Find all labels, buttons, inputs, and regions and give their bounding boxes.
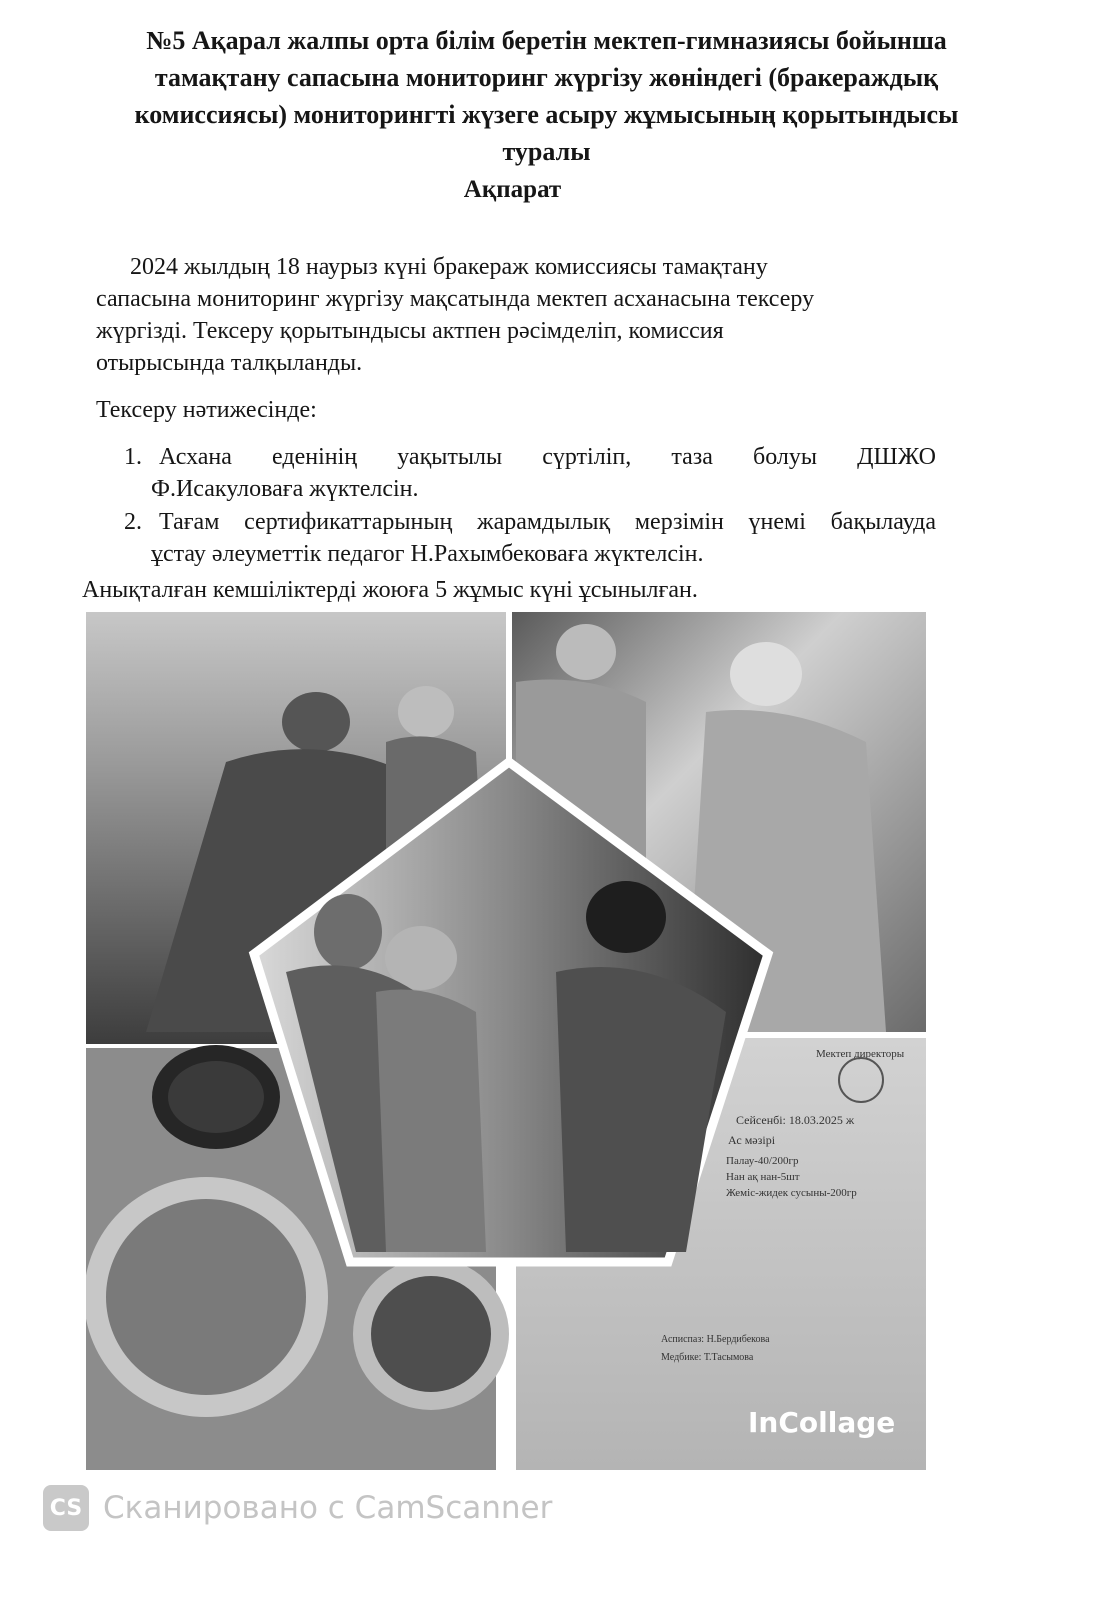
menu-item: Палау-40/200гр bbox=[726, 1155, 799, 1167]
list-item bbox=[124, 506, 936, 570]
paragraph-line: 2024 жылдың 18 наурыз күні бракераж комиссиясы тамақтану bbox=[130, 254, 768, 280]
title-line: комиссиясы) мониторингті жүзеге асыру жұмысының қорытындысы bbox=[134, 100, 959, 129]
camscanner-text: Сканировано с CamScanner bbox=[103, 1490, 553, 1526]
list-text-continued: Ф.Исакуловаға жүктелсін. bbox=[151, 476, 419, 502]
list-number: 1. bbox=[124, 444, 142, 470]
camscanner-logo-icon: CS bbox=[43, 1485, 89, 1531]
paragraph-line: сапасына мониторинг жүргізу мақсатында мектеп асханасына тексеру bbox=[96, 286, 815, 312]
title-line: №5 Ақарал жалпы орта білім беретін мектеп-гимназиясы бойынша bbox=[146, 26, 947, 55]
menu-meal: Ас мәзірі bbox=[728, 1133, 776, 1147]
results-intro: Тексеру нәтижесінде: bbox=[96, 397, 317, 423]
document-subtitle: Ақпарат bbox=[463, 176, 562, 203]
list-number: 2. bbox=[124, 509, 142, 535]
menu-item: Нан ақ нан-5шт bbox=[726, 1171, 800, 1183]
incollage-watermark: InCollage bbox=[748, 1406, 896, 1439]
paragraph-line: отырысында талқыланды. bbox=[96, 350, 363, 376]
title-line: тамақтану сапасына мониторинг жүргізу жөніндегі (бракераждық bbox=[154, 63, 939, 92]
document-title bbox=[80, 22, 1013, 170]
list-text-continued: ұстау әлеуметтік педагог Н.Рахымбековаға жүктелсін. bbox=[151, 541, 704, 567]
menu-signature: Асписпаз: Н.Бердибекова bbox=[661, 1334, 770, 1345]
list-item bbox=[124, 441, 936, 505]
menu-item: Жеміс-жидек сусыны-200гр bbox=[726, 1187, 857, 1199]
list-text: Тағам сертификаттарының жарамдылық мерзімін үнемі бақылауда bbox=[159, 509, 936, 535]
paragraph-line: жүргізді. Тексеру қорытындысы актпен рәсімделіп, комиссия bbox=[96, 318, 724, 344]
collage-graphic bbox=[86, 612, 926, 1470]
scanner-watermark bbox=[43, 1484, 552, 1532]
menu-date: Сейсенбі: 18.03.2025 ж bbox=[736, 1113, 855, 1127]
conclusion: Анықталған кемшіліктерді жоюға 5 жұмыс күні ұсынылған. bbox=[82, 577, 698, 603]
menu-signature: Медбике: Т.Тасымова bbox=[661, 1352, 754, 1363]
title-line: туралы bbox=[502, 137, 591, 166]
list-text: Асхана еденінің уақытылы сүртіліп, таза болуы ДШЖО bbox=[159, 444, 936, 470]
menu-header: Мектеп директоры bbox=[816, 1048, 905, 1060]
photo-collage bbox=[86, 612, 926, 1470]
